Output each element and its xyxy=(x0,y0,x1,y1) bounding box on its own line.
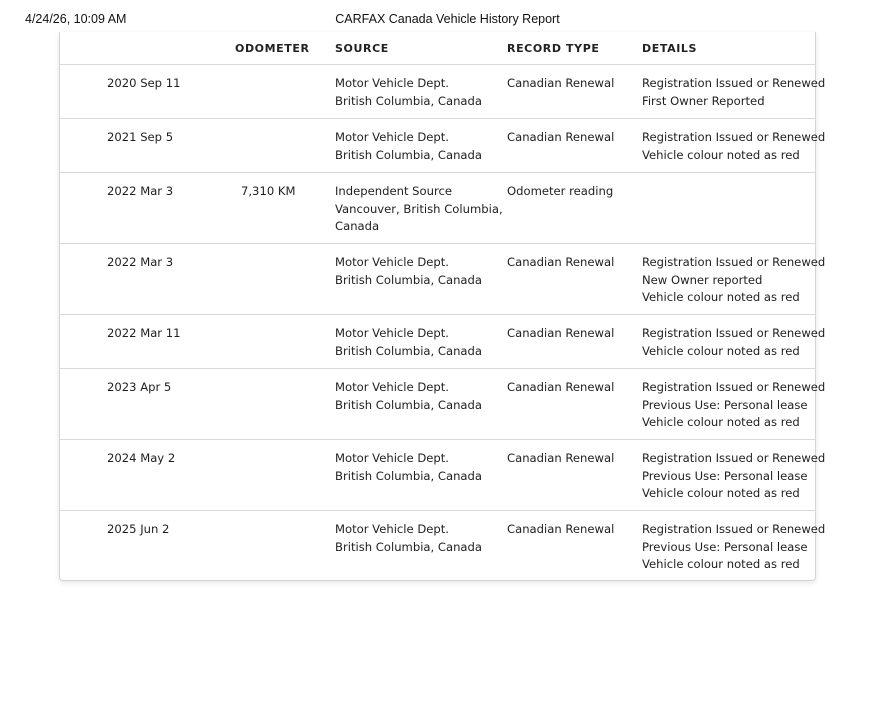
record-source xyxy=(335,254,495,289)
details-line: Registration Issued or Renewed xyxy=(642,522,826,536)
record-date: 2022 Mar 3 xyxy=(107,255,174,269)
document-title: CARFAX Canada Vehicle History Report xyxy=(335,12,560,26)
details-line: Vehicle colour noted as red xyxy=(642,557,800,572)
source-line: Motor Vehicle Dept. xyxy=(335,380,449,394)
table-row xyxy=(60,511,826,581)
print-date: 4/24/26, 10:09 AM xyxy=(25,12,127,26)
details-line: Previous Use: Personal lease xyxy=(642,397,808,412)
record-date: 2020 Sep 11 xyxy=(107,76,181,90)
table-row xyxy=(60,65,826,119)
record-details xyxy=(642,379,826,432)
record-details xyxy=(642,450,826,503)
source-line: British Columbia, Canada xyxy=(335,343,483,358)
details-line: Registration Issued or Renewed xyxy=(642,255,826,269)
table-header-row xyxy=(60,32,815,65)
record-date: 2023 Apr 5 xyxy=(107,380,172,394)
record-details xyxy=(642,129,826,164)
details-line: Vehicle colour noted as red xyxy=(642,290,800,305)
details-line: New Owner reported xyxy=(642,272,763,287)
source-line: Independent Source xyxy=(335,184,452,198)
details-line: Vehicle colour noted as red xyxy=(642,415,800,430)
source-line: Canada xyxy=(335,219,380,234)
record-type: Canadian Renewal xyxy=(507,326,615,340)
record-source xyxy=(335,521,495,556)
record-date: 2022 Mar 3 xyxy=(107,184,174,198)
vehicle-history-table xyxy=(59,32,826,581)
record-type: Canadian Renewal xyxy=(507,130,615,144)
details-line: First Owner Reported xyxy=(642,93,765,108)
record-type: Canadian Renewal xyxy=(507,255,615,269)
table-row xyxy=(60,440,826,511)
source-line: Motor Vehicle Dept. xyxy=(335,76,449,90)
record-source xyxy=(335,379,495,414)
table-row xyxy=(60,369,826,440)
record-details xyxy=(642,325,826,360)
details-line: Registration Issued or Renewed xyxy=(642,451,826,465)
source-line: British Columbia, Canada xyxy=(335,147,483,162)
record-type: Canadian Renewal xyxy=(507,451,615,465)
details-line: Vehicle colour noted as red xyxy=(642,147,800,162)
source-line: Motor Vehicle Dept. xyxy=(335,451,449,465)
record-date: 2025 Jun 2 xyxy=(107,522,170,536)
record-source xyxy=(335,450,495,485)
column-header-odometer: ODOMETER xyxy=(235,42,310,55)
details-line: Previous Use: Personal lease xyxy=(642,468,808,483)
column-header-record-type: RECORD TYPE xyxy=(507,42,600,55)
table-row xyxy=(60,244,826,315)
record-type: Canadian Renewal xyxy=(507,380,615,394)
record-source xyxy=(335,129,495,164)
source-line: British Columbia, Canada xyxy=(335,397,483,412)
source-line: British Columbia, Canada xyxy=(335,272,483,287)
details-line: Vehicle colour noted as red xyxy=(642,486,800,501)
record-details xyxy=(642,521,826,574)
source-line: Motor Vehicle Dept. xyxy=(335,255,449,269)
table-row xyxy=(60,173,815,244)
record-date: 2022 Mar 11 xyxy=(107,326,181,340)
column-header-details: DETAILS xyxy=(642,42,698,55)
record-details xyxy=(642,75,826,110)
record-odometer: 7,310 KM xyxy=(241,184,296,198)
details-line: Vehicle colour noted as red xyxy=(642,343,800,358)
details-line: Registration Issued or Renewed xyxy=(642,76,826,90)
table-row xyxy=(60,119,826,173)
column-header-source: SOURCE xyxy=(335,42,389,55)
table-row xyxy=(60,315,826,369)
details-line: Registration Issued or Renewed xyxy=(642,326,826,340)
source-line: Motor Vehicle Dept. xyxy=(335,326,449,340)
source-line: British Columbia, Canada xyxy=(335,539,483,554)
record-type: Canadian Renewal xyxy=(507,522,615,536)
source-line: Motor Vehicle Dept. xyxy=(335,130,449,144)
details-line: Registration Issued or Renewed xyxy=(642,380,826,394)
record-type: Canadian Renewal xyxy=(507,76,615,90)
record-type: Odometer reading xyxy=(507,184,614,198)
record-date: 2024 May 2 xyxy=(107,451,176,465)
source-line: British Columbia, Canada xyxy=(335,93,483,108)
details-line: Registration Issued or Renewed xyxy=(642,130,826,144)
record-source xyxy=(335,183,503,236)
record-date: 2021 Sep 5 xyxy=(107,130,174,144)
source-line: Motor Vehicle Dept. xyxy=(335,522,449,536)
record-source xyxy=(335,75,495,110)
source-line: British Columbia, Canada xyxy=(335,468,483,483)
record-details xyxy=(642,254,826,307)
source-line: Vancouver, British Columbia, xyxy=(335,201,503,216)
record-source xyxy=(335,325,495,360)
details-line: Previous Use: Personal lease xyxy=(642,539,808,554)
